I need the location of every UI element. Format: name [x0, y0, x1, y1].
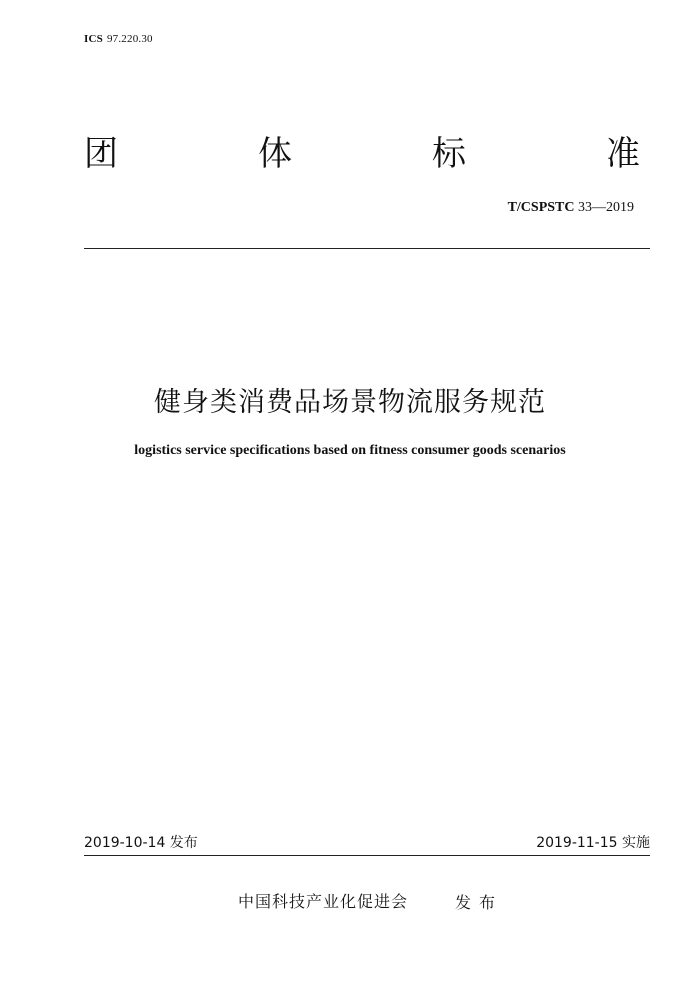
- header-divider: [84, 248, 650, 249]
- publisher-name: 中国科技产业化促进会: [238, 892, 409, 911]
- standard-type-char: 准: [606, 134, 640, 174]
- standard-code: [508, 200, 634, 216]
- ics-classification: [84, 33, 153, 45]
- document-title-chinese: 健身类消费品场景物流服务规范: [154, 387, 546, 418]
- standard-type-heading: [84, 132, 640, 176]
- standard-type-char: 标: [432, 134, 466, 174]
- standard-type-char: 体: [258, 134, 292, 174]
- standard-code-number: 33—2019: [578, 200, 634, 215]
- ics-code: 97.220.30: [106, 33, 153, 45]
- standard-code-prefix: T/CSPSTC: [507, 200, 575, 215]
- footer-divider: [84, 855, 650, 856]
- implementation-date: 2019-11-15 实施: [536, 835, 650, 851]
- publisher-action: 发布: [455, 893, 504, 912]
- standard-type-char: 团: [84, 134, 118, 174]
- ics-label: ICS: [84, 33, 103, 45]
- document-title-english: logistics service specifications based on fitness consumer goods scenarios: [134, 443, 566, 458]
- release-date: 2019-10-14 发布: [84, 835, 198, 851]
